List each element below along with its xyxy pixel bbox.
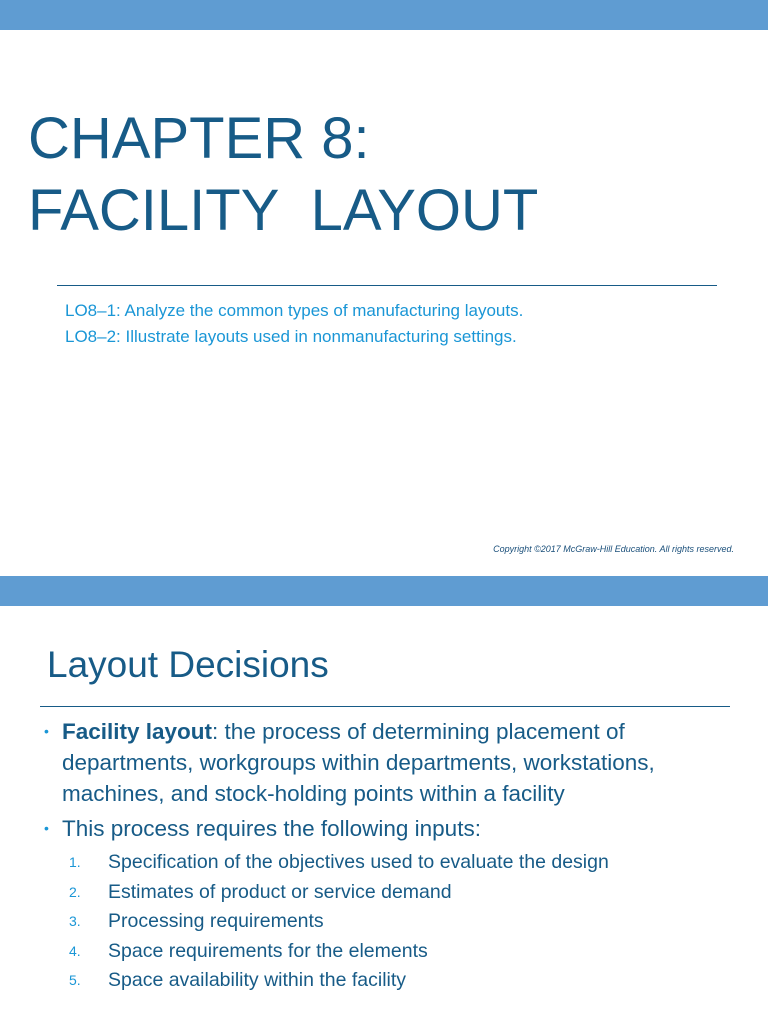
bullet-item <box>44 716 734 809</box>
learning-objective: LO8–1: Analyze the common types of manufacturing layouts. <box>65 301 524 320</box>
copyright-notice: Copyright ©2017 McGraw-Hill Education. All rights reserved. <box>493 544 734 554</box>
inputs-list-container <box>44 848 734 996</box>
list-index: 3. <box>69 913 81 929</box>
layout-decisions-slide <box>0 576 768 1024</box>
title-divider <box>40 706 730 707</box>
list-item <box>69 878 759 908</box>
inputs-list <box>69 848 759 996</box>
list-item-text: Processing requirements <box>108 910 324 932</box>
list-item <box>69 907 759 937</box>
list-item-text: Estimates of product or service demand <box>108 880 452 903</box>
list-index: 1. <box>69 854 81 870</box>
list-item-text: Space requirements for the elements <box>108 939 428 962</box>
top-bar <box>0 0 768 30</box>
list-item-text: Specification of the objectives used to evaluate the design <box>108 851 609 873</box>
list-item-text: Space availability within the facility <box>108 969 407 991</box>
list-item <box>69 966 759 996</box>
learning-objective: LO8–2: Illustrate layouts used in nonmanufacturing settings. <box>65 327 517 346</box>
top-bar <box>0 576 768 606</box>
list-index: 2. <box>69 883 81 900</box>
chapter-title-line-1: CHAPTER 8: <box>28 106 370 171</box>
bullet-text: This process requires the following inputs: <box>62 816 481 841</box>
list-index: 4. <box>69 942 81 959</box>
title-divider <box>57 285 717 286</box>
learning-objectives <box>65 298 523 350</box>
defined-term: Facility layout <box>62 719 213 744</box>
list-item <box>69 848 759 878</box>
slide-title: Layout Decisions <box>47 644 329 685</box>
bullet-marker: • <box>44 723 49 739</box>
bullet-marker: • <box>44 820 49 836</box>
chapter-title <box>28 103 538 247</box>
list-index: 5. <box>69 972 81 988</box>
bullet-list <box>44 716 734 996</box>
definition-text: : the process of determining placement of departments, workgroups within departments, workstations, machines, and stock-holding points within a facility <box>62 719 655 806</box>
bullet-item <box>44 813 734 844</box>
chapter-title-line-2: FACILITY LAYOUT <box>28 178 539 243</box>
list-item <box>69 937 759 967</box>
